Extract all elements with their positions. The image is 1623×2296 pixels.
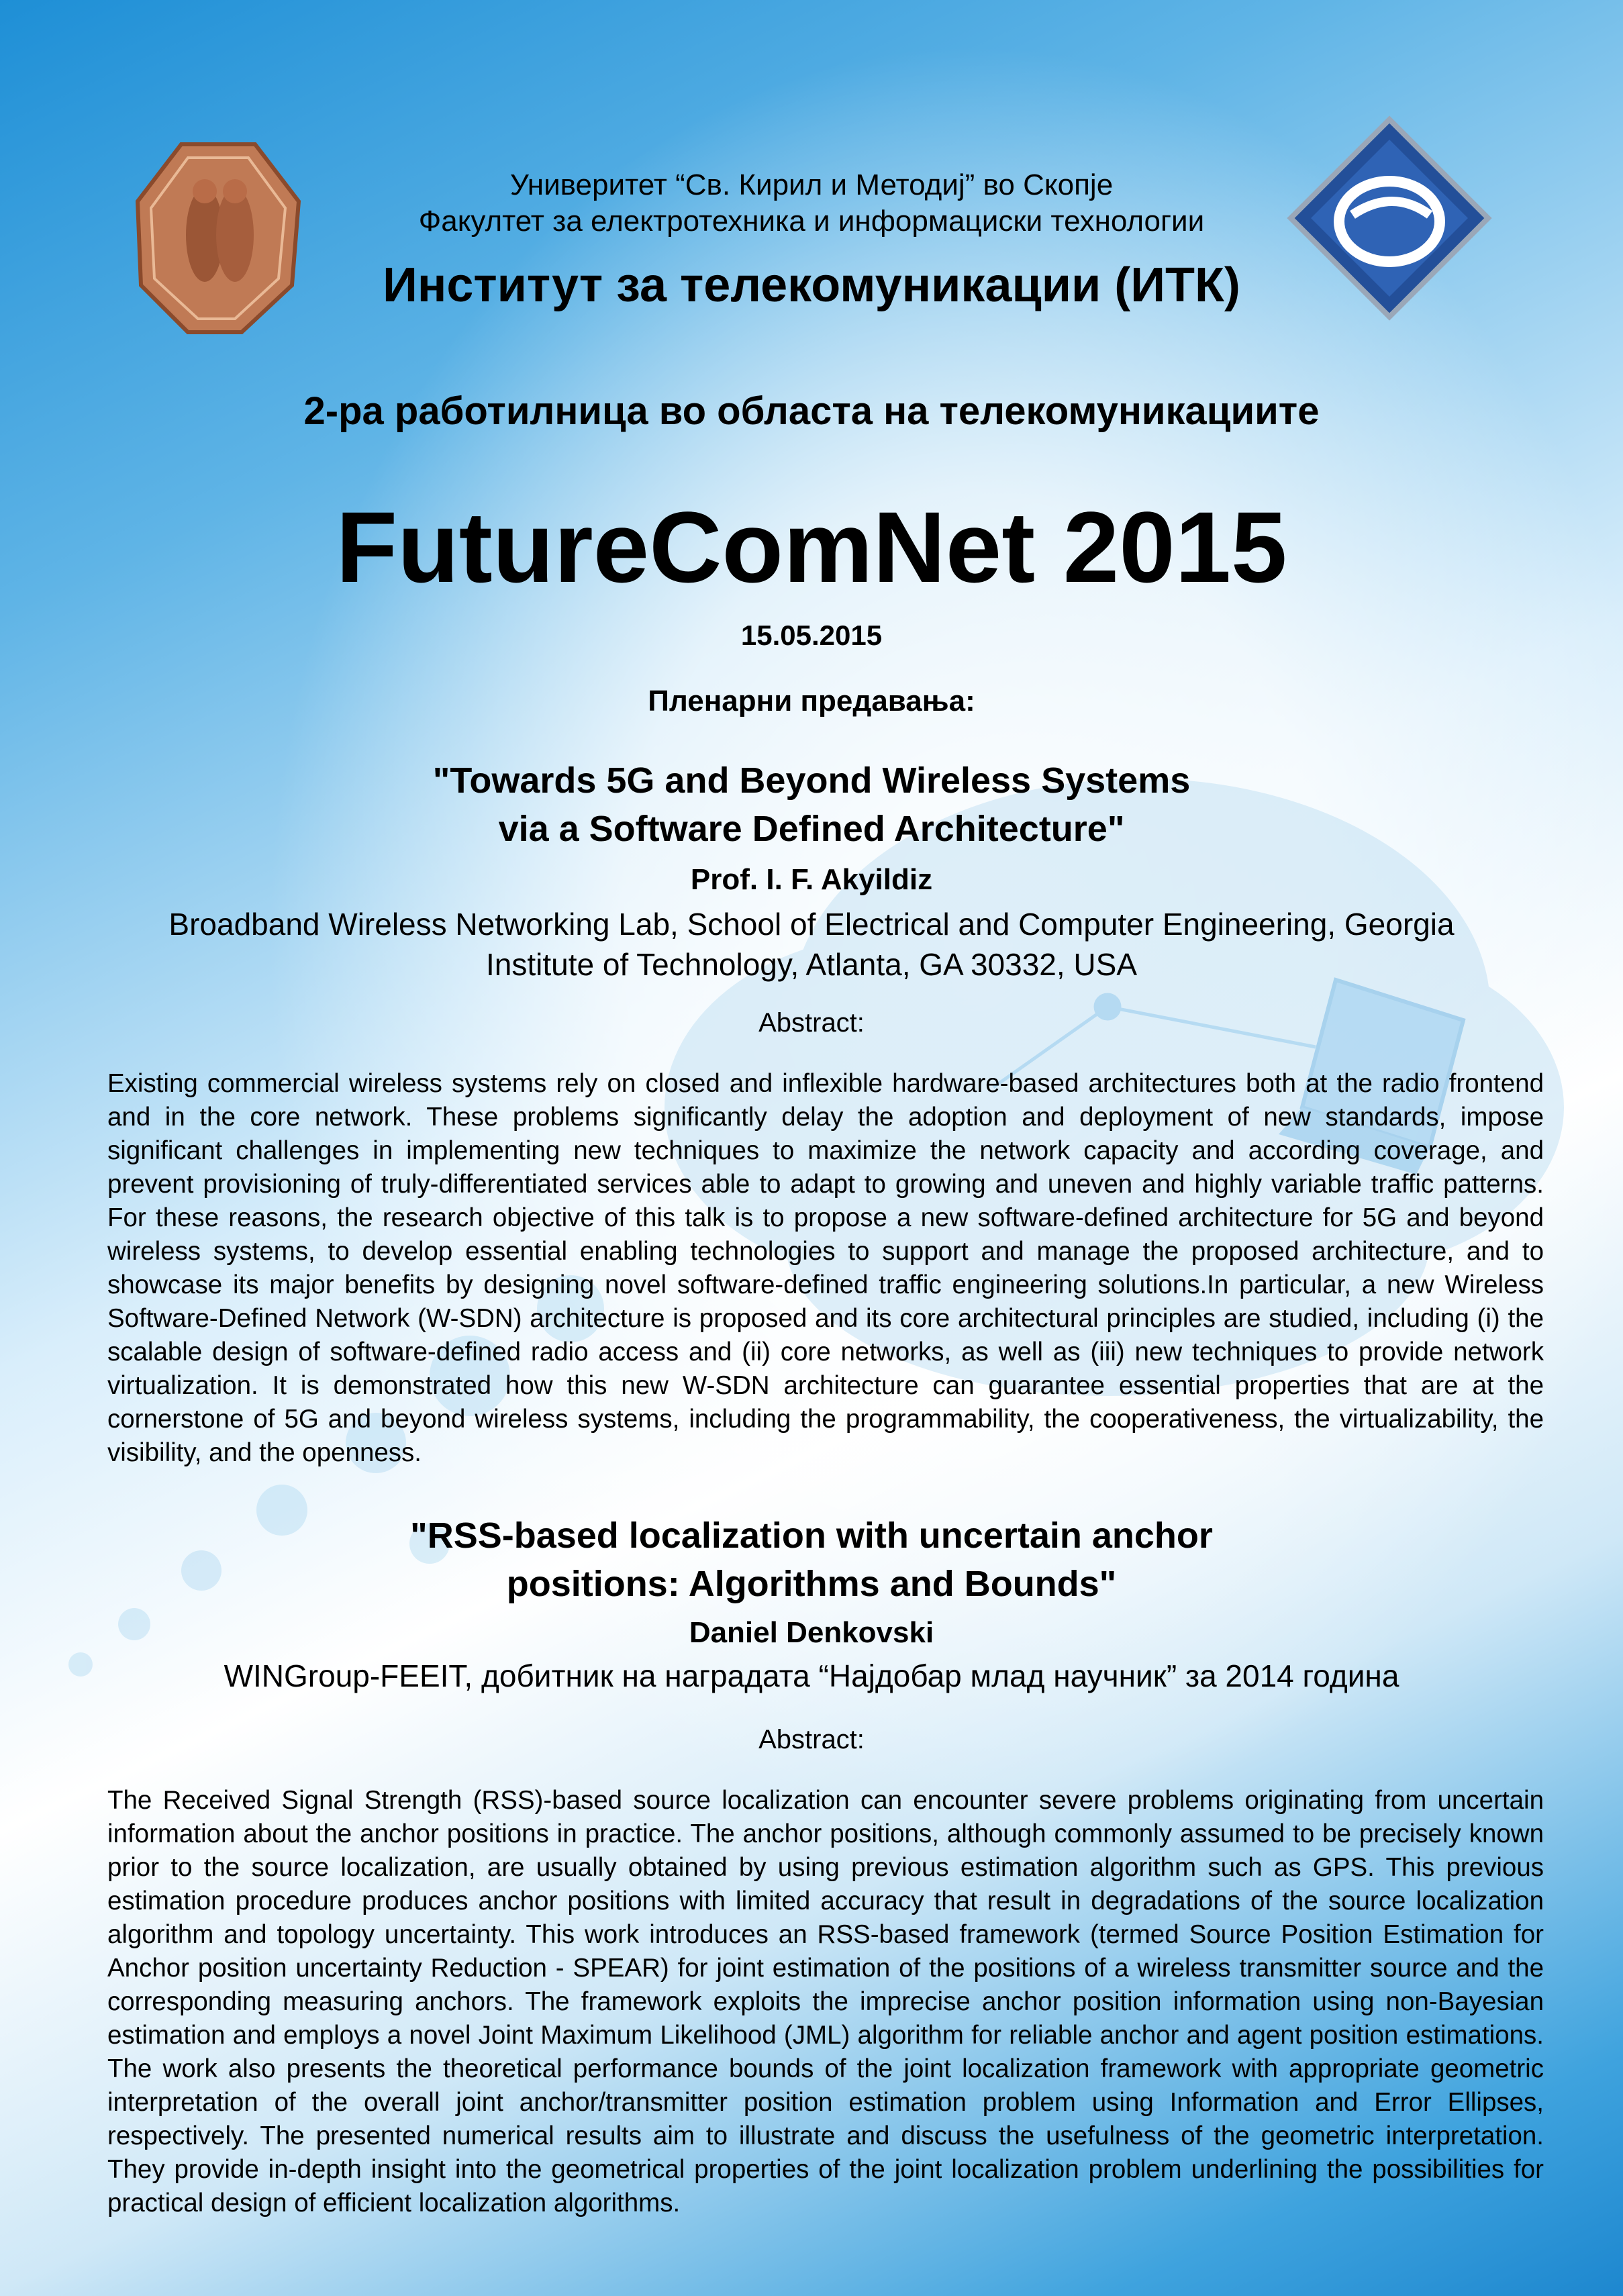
- talk-1-author: Prof. I. F. Akyildiz: [690, 863, 933, 896]
- event-date: 15.05.2015: [740, 619, 883, 651]
- talk-1-affiliation-line-2: Institute of Technology, Atlanta, GA 30332, USA: [485, 947, 1138, 982]
- institute-name: Институт за телекомуникации (ИТК): [383, 258, 1240, 312]
- talk-2-title-line-2: positions: Algorithms and Bounds": [506, 1564, 1117, 1604]
- faculty-name: Факултет за електротехника и информациски технологии: [418, 205, 1205, 238]
- talk-1-title-line-1: "Towards 5G and Beyond Wireless Systems: [432, 760, 1191, 801]
- talk-2-title-line-1: "RSS-based localization with uncertain anchor: [410, 1515, 1213, 1556]
- talk-2-affiliation: WINGroup-FEEIT, добитник на наградата “Најдобар млад научник” за 2014 година: [224, 1658, 1399, 1693]
- university-name: Универитет “Св. Кирил и Методиј” во Скопје: [509, 168, 1114, 201]
- conference-title: FutureComNet 2015: [336, 491, 1287, 603]
- talk-1-affiliation-line-1: Broadband Wireless Networking Lab, School of Electrical and Computer Engineering, Georgia: [168, 907, 1455, 942]
- talk-2-author: Daniel Denkovski: [689, 1616, 934, 1649]
- talk-2-abstract-label: Abstract:: [758, 1725, 865, 1754]
- plenary-heading: Пленарни предавања:: [648, 685, 975, 717]
- talk-1-title-line-2: via a Software Defined Architecture": [498, 809, 1125, 849]
- talk-2-abstract: The Received Signal Strength (RSS)-based source localization can encounter severe problems originating from uncertain information about the anchor positions in practice. The anchor positions, although commonly assumed to be precisely known prior to the source localization, are usually obtained by using previous estimation algorithm such as GPS. This previous estimation procedure produces anchor positions with limited accuracy that result in degradations of the source localization algorithm and topology uncertainty. This work introduces an RSS-based framework (termed Source Position Estimation for Anchor position uncertainty Reduction - SPEAR) for joint estimation of the positions of a wireless transmitter source and the corresponding measuring anchors. The framework exploits the imprecise anchor position information using non-Bayesian estimation and employs a novel Joint Maximum Likelihood (JML) algorithm for reliable anchor and agent position estimations. The work also presents the theoretical performance bounds of the joint localization framework with appropriate geometric interpretation of the overall joint anchor/transmitter position estimation problem using Information and Error Ellipses, respectively. The presented numerical results aim to illustrate and discuss the usefulness of the geometric interpretation. They provide in-depth insight into the geometrical properties of the joint localization problem underlining the possibilities for practical design of efficient localization algorithms.: [107, 1786, 1544, 2217]
- workshop-title: 2-ра работилница во областа на телекомуникациите: [303, 389, 1320, 433]
- talk-1-abstract: Existing commercial wireless systems rely on closed and inflexible hardware-based architectures both at the radio frontend and in the core network. These problems significantly delay the adoption and deployment of new standards, impose significant challenges in implementing new techniques to maximize the network capacity and according coverage, and prevent provisioning of truly-differentiated services able to adapt to growing and uneven and highly variable traffic patterns. For these reasons, the research objective of this talk is to propose a new software-defined architecture for 5G and beyond wireless systems, to develop essential enabling technologies to support and manage the proposed architecture, and to showcase its major benefits by designing novel software-defined traffic engineering solutions.In particular, a new Wireless Software-Defined Network (W-SDN) architecture is proposed and its core architectural principles are studied, including (i) the scalable design of software-defined radio access and (ii) core networks, as well as (iii) new techniques to provide network virtualization. It is demonstrated how this new W-SDN architecture can guarantee essential properties that are at the cornerstone of 5G and beyond wireless systems, including the programmability, the cooperativeness, the virtualizability, the visibility, and the openness.: [107, 1069, 1544, 1467]
- talk-1-abstract-label: Abstract:: [758, 1008, 865, 1038]
